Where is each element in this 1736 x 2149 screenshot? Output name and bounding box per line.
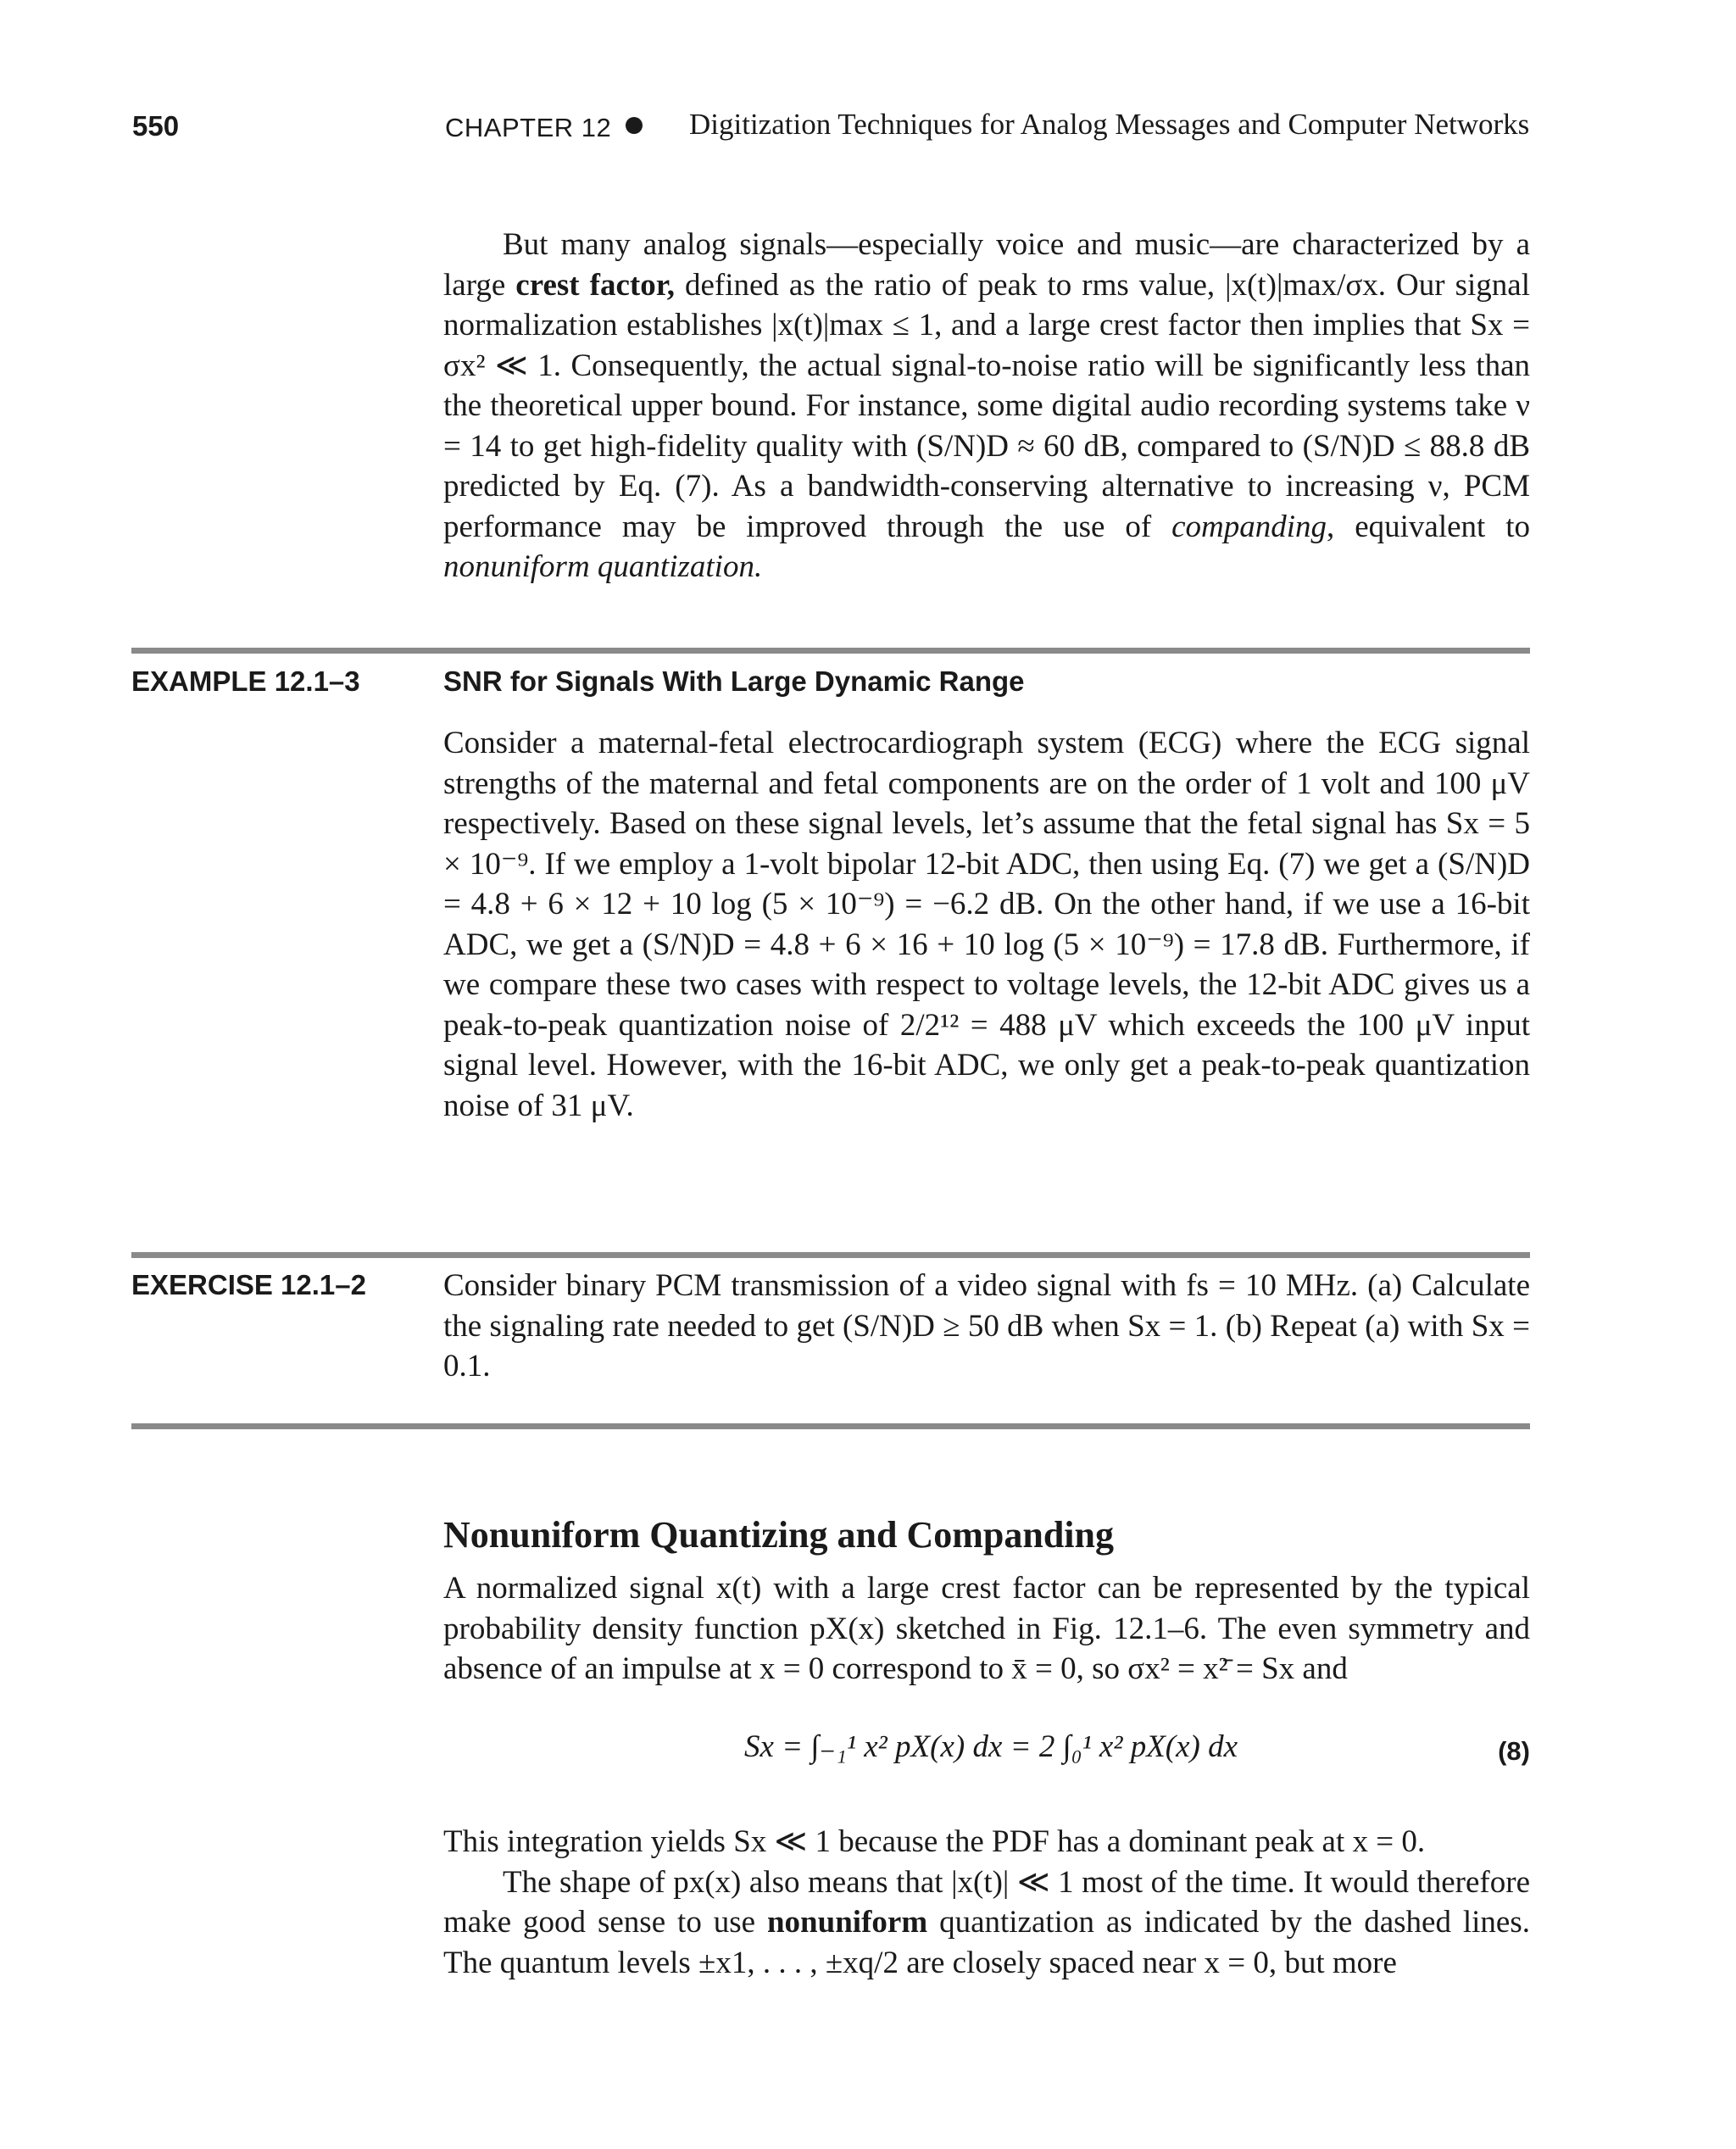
companding-term: companding bbox=[1171, 509, 1327, 544]
page-number: 550 bbox=[132, 110, 180, 142]
example-top-rule bbox=[131, 648, 1530, 654]
intro-paragraph bbox=[443, 225, 1530, 587]
equation-number: (8) bbox=[1498, 1736, 1530, 1766]
closing-paragraph-1: This integration yields Sx ≪ 1 because the PDF has a dominant peak at x = 0. bbox=[443, 1824, 1426, 1859]
example-label: EXAMPLE 12.1–3 bbox=[131, 665, 360, 697]
nonuniform-quantization-term: nonuniform quantization. bbox=[443, 549, 763, 584]
exercise-paragraph: Consider binary PCM transmission of a video signal with fs = 10 MHz. (a) Calculate the signaling rate needed to get (S/N)D ≥ 50 dB when Sx = 1. (b) Repeat (a) with Sx = 0.1. bbox=[443, 1268, 1530, 1383]
closing-body bbox=[443, 1822, 1530, 1983]
closing-text-b: quantization as indicated by the dashed lines. The quantum levels ±x1, . . . , ±xq/2 are closely spaced near x = 0, but more bbox=[443, 1905, 1530, 1980]
example-body bbox=[443, 723, 1530, 1126]
intro-text-a: But many analog signals—especially voice and music—are characterized by a large bbox=[443, 227, 1530, 303]
exercise-top-rule bbox=[131, 1252, 1530, 1258]
intro-text-b: defined as the ratio of peak to rms value, |x(t)|max/σx. Our signal normalization establishes |x(t)|max ≤ 1, and a large crest factor then implies that Sx = σx² ≪ 1. Consequently, the actual signal-to-noise ratio will be significantly less than the theoretical upper bound. For instance, some digital audio recording systems take ν = 14 to get high-fidelity quality with (S/N)D ≈ 60 dB, compared to (S/N)D ≤ 88.8 dB predicted by Eq. (7). As a bandwidth-conserving alternative to increasing ν, PCM performance may be improved through the use of bbox=[443, 267, 1530, 544]
running-header-title: Digitization Techniques for Analog Messages and Computer Networks bbox=[689, 108, 1530, 141]
equation-8 bbox=[443, 1694, 1530, 1821]
exercise-body bbox=[443, 1266, 1530, 1387]
intro-text-c: , equivalent to bbox=[1327, 509, 1531, 544]
exercise-label: EXERCISE 12.1–2 bbox=[131, 1269, 366, 1300]
chapter-label: CHAPTER 12 bbox=[445, 113, 612, 142]
exercise-bottom-rule bbox=[131, 1423, 1530, 1429]
section-paragraph: A normalized signal x(t) with a large crest factor can be represented by the typical probability density function pX(x) sketched in Fig. 12.1–6. The even symmetry and absence of an impulse at x = 0 correspond to x̄ = 0, so σx² = x²̄ = Sx and bbox=[443, 1571, 1530, 1686]
example-title: SNR for Signals With Large Dynamic Range bbox=[443, 665, 1025, 697]
crest-factor-term: crest factor, bbox=[515, 267, 675, 303]
equation-expression: Sx = ∫₋₁¹ x² pX(x) dx = 2 ∫₀¹ x² pX(x) dx bbox=[744, 1729, 1238, 1764]
section-heading: Nonuniform Quantizing and Companding bbox=[443, 1514, 1114, 1556]
section-body bbox=[443, 1568, 1530, 1690]
closing-paragraph-2 bbox=[443, 1862, 1530, 1984]
example-paragraph: Consider a maternal-fetal electrocardiograph system (ECG) where the ECG signal strengths of the maternal and fetal components are on the order of 1 volt and 100 μV respectively. Based on these signal levels, let’s assume that the fetal signal has Sx = 5 × 10⁻⁹. If we employ a 1-volt bipolar 12-bit ADC, then using Eq. (7) we get a (S/N)D = 4.8 + 6 × 12 + 10 log (5 × 10⁻⁹) = −6.2 dB. On the other hand, if we use a 16-bit ADC, we get a (S/N)D = 4.8 + 6 × 16 + 10 log (5 × 10⁻⁹) = 17.8 dB. Furthermore, if we compare these two cases with respect to voltage levels, the 12-bit ADC gives us a peak-to-peak quantization noise of 2/2¹² = 488 μV which exceeds the 100 μV input signal level. However, with the 16-bit ADC, we only get a peak-to-peak quantization noise of 31 μV. bbox=[443, 726, 1530, 1123]
nonuniform-term: nonuniform bbox=[766, 1905, 928, 1940]
header-bullet-icon bbox=[626, 117, 643, 134]
closing-text-a: The shape of px(x) also means that |x(t)| ≪ 1 most of the time. It would therefore make good sense to use bbox=[443, 1864, 1530, 1940]
